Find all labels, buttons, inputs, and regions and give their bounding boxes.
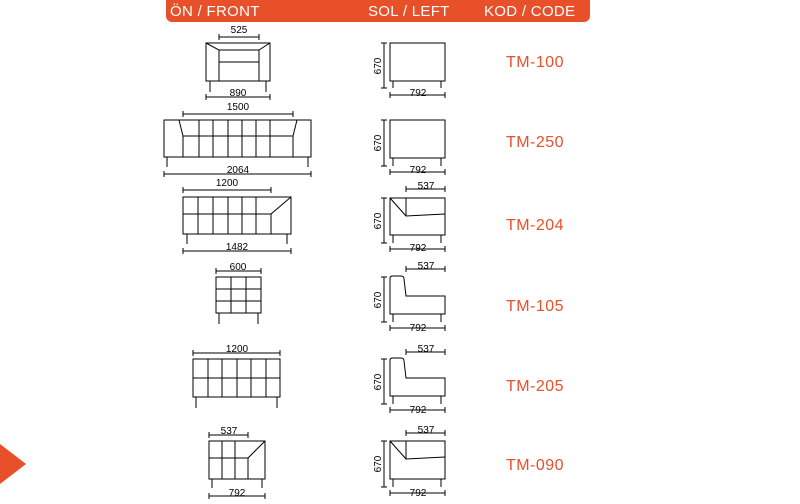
side-width-dim: 792 xyxy=(409,88,427,99)
front-bottom-dim: 2064 xyxy=(226,165,250,176)
side-top-dim: 537 xyxy=(417,425,435,436)
side-view-tm-105 xyxy=(373,261,445,334)
front-top-dim: 1200 xyxy=(215,178,239,189)
side-height-dim: 670 xyxy=(373,57,384,75)
side-height-dim: 670 xyxy=(373,134,384,152)
triangle-right-icon[interactable] xyxy=(0,444,26,484)
front-view-tm-100 xyxy=(206,25,270,100)
product-code: TM-204 xyxy=(505,217,565,234)
front-top-dim: 1200 xyxy=(225,344,249,355)
front-bottom-dim: 890 xyxy=(229,88,247,99)
front-bottom-dim: 1482 xyxy=(225,242,249,253)
side-top-dim: 537 xyxy=(417,344,435,355)
side-view-tm-100 xyxy=(373,43,445,99)
side-view-tm-250 xyxy=(373,120,445,176)
side-height-dim: 670 xyxy=(373,212,384,230)
side-top-dim: 537 xyxy=(417,181,435,192)
front-bottom-dim: 792 xyxy=(228,488,246,499)
front-column-header: ÖN / FRONT xyxy=(170,3,260,20)
front-view-tm-205 xyxy=(193,344,280,408)
front-view-tm-090 xyxy=(209,426,265,499)
product-code: TM-090 xyxy=(505,457,565,474)
side-width-dim: 792 xyxy=(409,165,427,176)
side-view-tm-205 xyxy=(373,344,445,416)
side-height-dim: 670 xyxy=(373,291,384,309)
front-view-tm-250 xyxy=(164,102,311,177)
front-view-tm-105 xyxy=(216,262,261,324)
front-top-dim: 537 xyxy=(220,426,238,437)
side-width-dim: 792 xyxy=(409,488,427,499)
side-width-dim: 792 xyxy=(409,405,427,416)
side-width-dim: 792 xyxy=(409,323,427,334)
side-view-tm-204 xyxy=(373,181,445,254)
side-width-dim: 792 xyxy=(409,243,427,254)
code-column-header: KOD / CODE xyxy=(484,3,576,20)
left-column-header: SOL / LEFT xyxy=(368,3,450,20)
side-view-tm-090 xyxy=(373,425,445,499)
product-code: TM-105 xyxy=(505,298,565,315)
side-height-dim: 670 xyxy=(373,455,384,473)
front-top-dim: 1500 xyxy=(226,102,250,113)
front-top-dim: 600 xyxy=(229,262,247,273)
side-height-dim: 670 xyxy=(373,373,384,391)
product-code: TM-205 xyxy=(505,378,565,395)
product-code: TM-250 xyxy=(505,134,565,151)
product-code: TM-100 xyxy=(505,54,565,71)
front-view-tm-204 xyxy=(183,178,291,254)
side-top-dim: 537 xyxy=(417,261,435,272)
front-top-dim: 525 xyxy=(230,25,248,36)
